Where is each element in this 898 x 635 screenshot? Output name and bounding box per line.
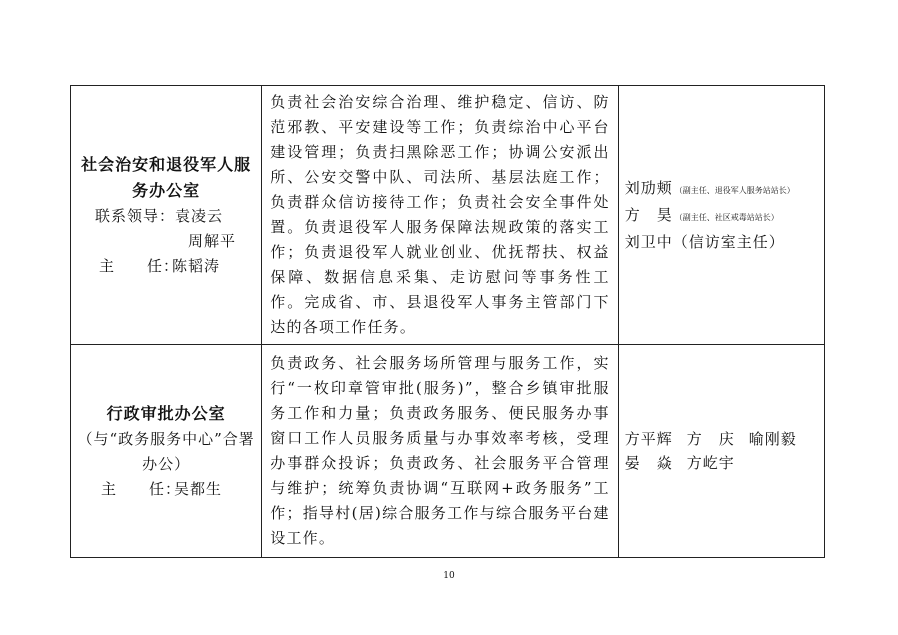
- director-line: [71, 254, 261, 279]
- contact-name: 周解平: [188, 231, 237, 250]
- staff-name: 喻刚毅: [748, 430, 797, 448]
- department-cell: [71, 86, 262, 345]
- duties-cell: [262, 345, 618, 558]
- page-number: 10: [443, 571, 455, 581]
- contact-leader-line: [71, 204, 261, 229]
- staff-name: 刘劢颊: [624, 179, 673, 197]
- staff-name: 方 庆: [686, 430, 735, 448]
- duties-cell: [262, 86, 618, 345]
- department-name: 行政审批办公室: [106, 403, 226, 423]
- director-line: [71, 477, 261, 502]
- department-cell: [71, 345, 262, 558]
- staff-role: （副主任、社区戒毒站站长）: [674, 213, 779, 222]
- contact-label: 联系领导：: [95, 206, 176, 225]
- staff-role: （副主任、退役军人服务站站长）: [674, 186, 795, 195]
- staff-line: [625, 427, 824, 451]
- department-name: 社会治安和退役军人服 务办公室: [81, 154, 252, 200]
- department-note: （与“政务服务中心”合署办公）: [77, 429, 255, 473]
- table-row: [71, 345, 825, 558]
- director-label: 主 任：: [101, 479, 182, 498]
- director-name: 吴都生: [174, 479, 223, 498]
- contact-name: 袁凌云: [175, 206, 224, 225]
- staff-name: 方 昊: [624, 206, 673, 224]
- director-label: 主 任：: [99, 256, 180, 275]
- staff-name: 刘卫中（信访室主任）: [624, 233, 785, 251]
- contact-leader-line: [71, 229, 261, 254]
- department-table: [70, 85, 825, 558]
- director-name: 陈韬涛: [172, 256, 221, 275]
- staff-entry: [625, 176, 824, 203]
- duties-text: 负责政务、社会服务场所管理与服务工作，实行“一枚印章管审批(服务)”，整合乡镇审批服务工作和力量；负责政务服务、便民服务办事窗口工作人员服务质量与办事效率考核，受理办事群众投诉；负责政务、社会服务平合管理与维护；统筹负责协调“互联网+政务服务”工作；指导村(居)综合服务工作与综合服务平台建设工作。: [270, 354, 610, 547]
- staff-cell: [618, 86, 824, 345]
- duties-text: 负责社会治安综合治理、维护稳定、信访、防范邪教、平安建设等工作；负责综治中心平台建设管理；负责扫黑除恶工作；协调公安派出所、公安交警中队、司法所、基层法庭工作；负责群众信访接待工作；负责社会安全事件处置。负责退役军人服务保障法规政策的落实工作；负责退役军人就业创业、优抚帮扶、权益保障、数据信息采集、走访慰问等事务性工作。完成省、市、县退役军人事务主管部门下达的各项工作任务。: [270, 93, 610, 336]
- staff-line: [625, 451, 824, 475]
- staff-entry: [625, 203, 824, 230]
- table-row: [71, 86, 825, 345]
- staff-cell: [618, 345, 824, 558]
- staff-entry: [625, 230, 824, 254]
- staff-name: 晏 焱: [624, 454, 673, 472]
- staff-name: 方平辉: [624, 430, 673, 448]
- staff-name: 方屹宇: [686, 454, 735, 472]
